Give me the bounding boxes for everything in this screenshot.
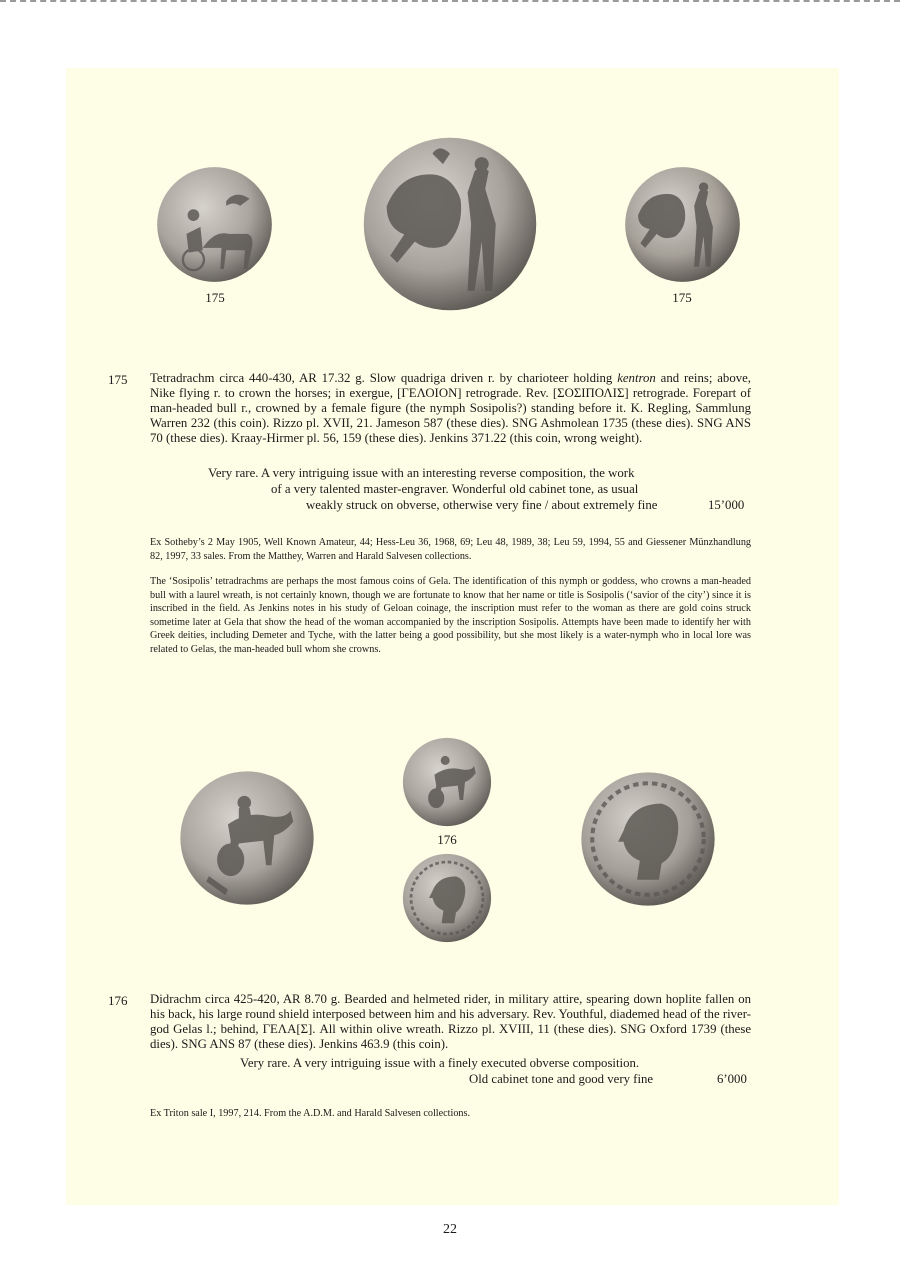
coin-175-obverse-large-image xyxy=(360,136,540,312)
top-dashed-border xyxy=(0,0,900,10)
coin-176-reverse-large-image xyxy=(580,771,716,907)
coin-caption: 175 xyxy=(672,290,692,305)
rarity-line: Old cabinet tone and good very fine xyxy=(469,1072,654,1086)
description-text: Tetradrachm circa 440-430, AR 17.32 g. Slow quadriga driven r. by charioteer holding xyxy=(150,371,618,385)
provenance-text: Ex Triton sale I, 1997, 214. From the A.D.M. and Harald Salvesen collections. xyxy=(150,1108,471,1119)
commentary-text: The ‘Sosipolis’ tetradrachms are perhaps the most famous coins of Gela. The identification of this nymph or goddess, who crowns a man-headed bull with a laurel wreath, is not certainly known, though we are fortunate to know that her name or title is Sosipolis (‘savior of the city’) since it is inscribed in the field. As Jenkins notes in his study of Geloan coinage, the inscription must refer to the woman as there are gold coins struck sometime later at Gela that show the head of the woman accompanied by the inscription Sosipolis. Attempts have been made to identify her with Greek deities, including Demeter and Tyche, with the latter being a good possibility, but she most likely is a water-nymph who in local lore was related to Gelas, the man-headed bull whom she crowns. xyxy=(150,576,751,655)
coin-176-obverse-large-image xyxy=(179,770,315,906)
estimate-price: 15’000 xyxy=(708,498,745,512)
description-text: and reins; above, Nike flying r. to crown the horses; in exergue, [ΓΕΛΟΙΟΝ] retrograde. Rev. [ΣΟΣΙΠΟΛΙΣ] retrograde. Forepart of man-headed bull r., crowned by a female figure (the nymph Sosipolis?) standing before it. K. Regling, Sammlung Warren 232 (this coin). Rizzo pl. XVII, 21. Jameson 587 (these dies). SNG Ashmolean 1735 (these dies). SNG ANS 70 (these dies). Kraay-Hirmer pl. 56, 159 (these dies). Jenkins 371.22 (this coin, wrong weight). xyxy=(150,371,752,445)
estimate-price: 6’000 xyxy=(717,1072,747,1086)
lot-number: 176 xyxy=(108,993,128,1008)
coin-caption: 176 xyxy=(437,832,457,847)
lot-description: Didrachm circa 425-420, AR 8.70 g. Bearded and helmeted rider, in military attire, spearing down hoplite fallen on his back, his large round shield interposed between him and his adversary. Rev. Youthful, diademed head of the river-god Gelas l.; behind, ΓΕΛΑ[Σ]. All within olive wreath. Rizzo pl. XVIII, 11 (these dies). SNG Oxford 1739 (these dies). SNG ANS 87 (these dies). Jenkins 463.9 (this coin). xyxy=(150,992,751,1051)
coin-175-obverse-image xyxy=(156,166,273,283)
lot-description xyxy=(150,371,751,446)
description-italic-term: kentron xyxy=(617,371,656,385)
rarity-line: of a very talented master-engraver. Wonderful old cabinet tone, as usual xyxy=(271,482,639,496)
rarity-line: Very rare. A very intriguing issue with an interesting reverse composition, the work xyxy=(208,466,635,480)
coin-175-reverse-image xyxy=(624,166,741,283)
lot-number: 175 xyxy=(108,372,128,387)
coin-caption: 175 xyxy=(205,290,225,305)
coin-176-reverse-image xyxy=(402,853,492,943)
rarity-line: Very rare. A very intriguing issue with a finely executed obverse composition. xyxy=(240,1056,640,1070)
page-number: 22 xyxy=(443,1222,457,1237)
rarity-line: weakly struck on obverse, otherwise very fine / about extremely fine xyxy=(306,498,658,512)
coin-176-obverse-image xyxy=(402,737,492,827)
provenance-text: Ex Sotheby’s 2 May 1905, Well Known Amateur, 44; Hess-Leu 36, 1968, 69; Leu 48, 1989, 38; Leu 59, 1994, 55 and Giessener Münzhandlung 82, 1997, 33 sales. From the Matthey, Warren and Harald Salvesen collections. xyxy=(150,537,751,562)
